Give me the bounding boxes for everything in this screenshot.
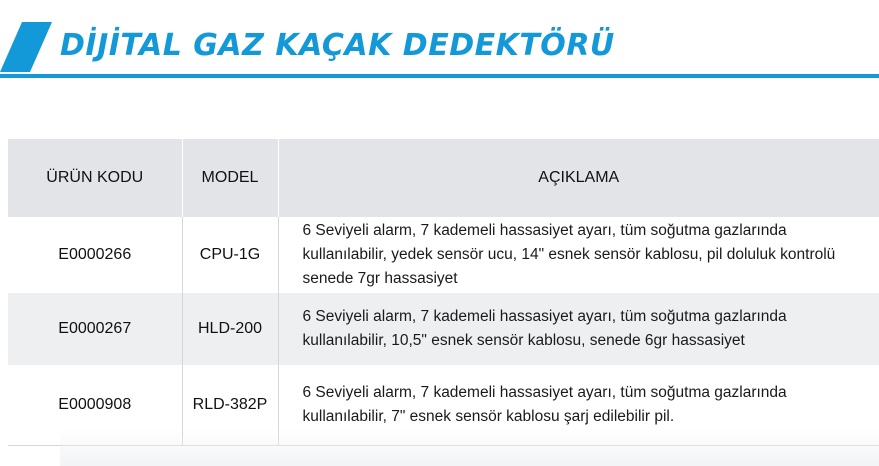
description-cell: 6 Seviyeli alarm, 7 kademeli hassasiyet ayarı, tüm soğutma gazlarında kullanılabilir, yedek sensör ucu, 14" esnek sensör kablosu, pil doluluk kontrolü senede 7gr hassasiyet	[278, 217, 879, 293]
page-title: DİJİTAL GAZ KAÇAK DEDEKTÖRÜ	[60, 28, 615, 63]
product-code-cell: E0000266	[8, 217, 182, 293]
column-header-code: ÜRÜN KODU	[8, 139, 182, 217]
product-code-cell: E0000908	[8, 365, 182, 445]
header-underline	[0, 74, 879, 78]
description-cell: 6 Seviyeli alarm, 7 kademeli hassasiyet ayarı, tüm soğutma gazlarında kullanılabilir, 7" esnek sensör kablosu şarj edilebilir pil.	[278, 365, 879, 445]
table-row	[8, 217, 879, 293]
product-table	[8, 139, 879, 445]
table-header	[8, 139, 879, 217]
description-cell: 6 Seviyeli alarm, 7 kademeli hassasiyet ayarı, tüm soğutma gazlarında kullanılabilir, 10,5" esnek sensör kablosu, senede 6gr hassasiyet	[278, 293, 879, 365]
model-cell: RLD-382P	[182, 365, 278, 445]
table-header-row	[8, 139, 879, 217]
table-bottom-border	[8, 445, 879, 446]
table-row	[8, 365, 879, 445]
table-body	[8, 217, 879, 445]
column-header-model: MODEL	[182, 139, 278, 217]
model-cell: CPU-1G	[182, 217, 278, 293]
section-header	[0, 18, 879, 80]
product-code-cell: E0000267	[8, 293, 182, 365]
table-row	[8, 293, 879, 365]
header-accent-shape	[0, 22, 52, 72]
model-cell: HLD-200	[182, 293, 278, 365]
column-header-description: AÇIKLAMA	[278, 139, 879, 217]
